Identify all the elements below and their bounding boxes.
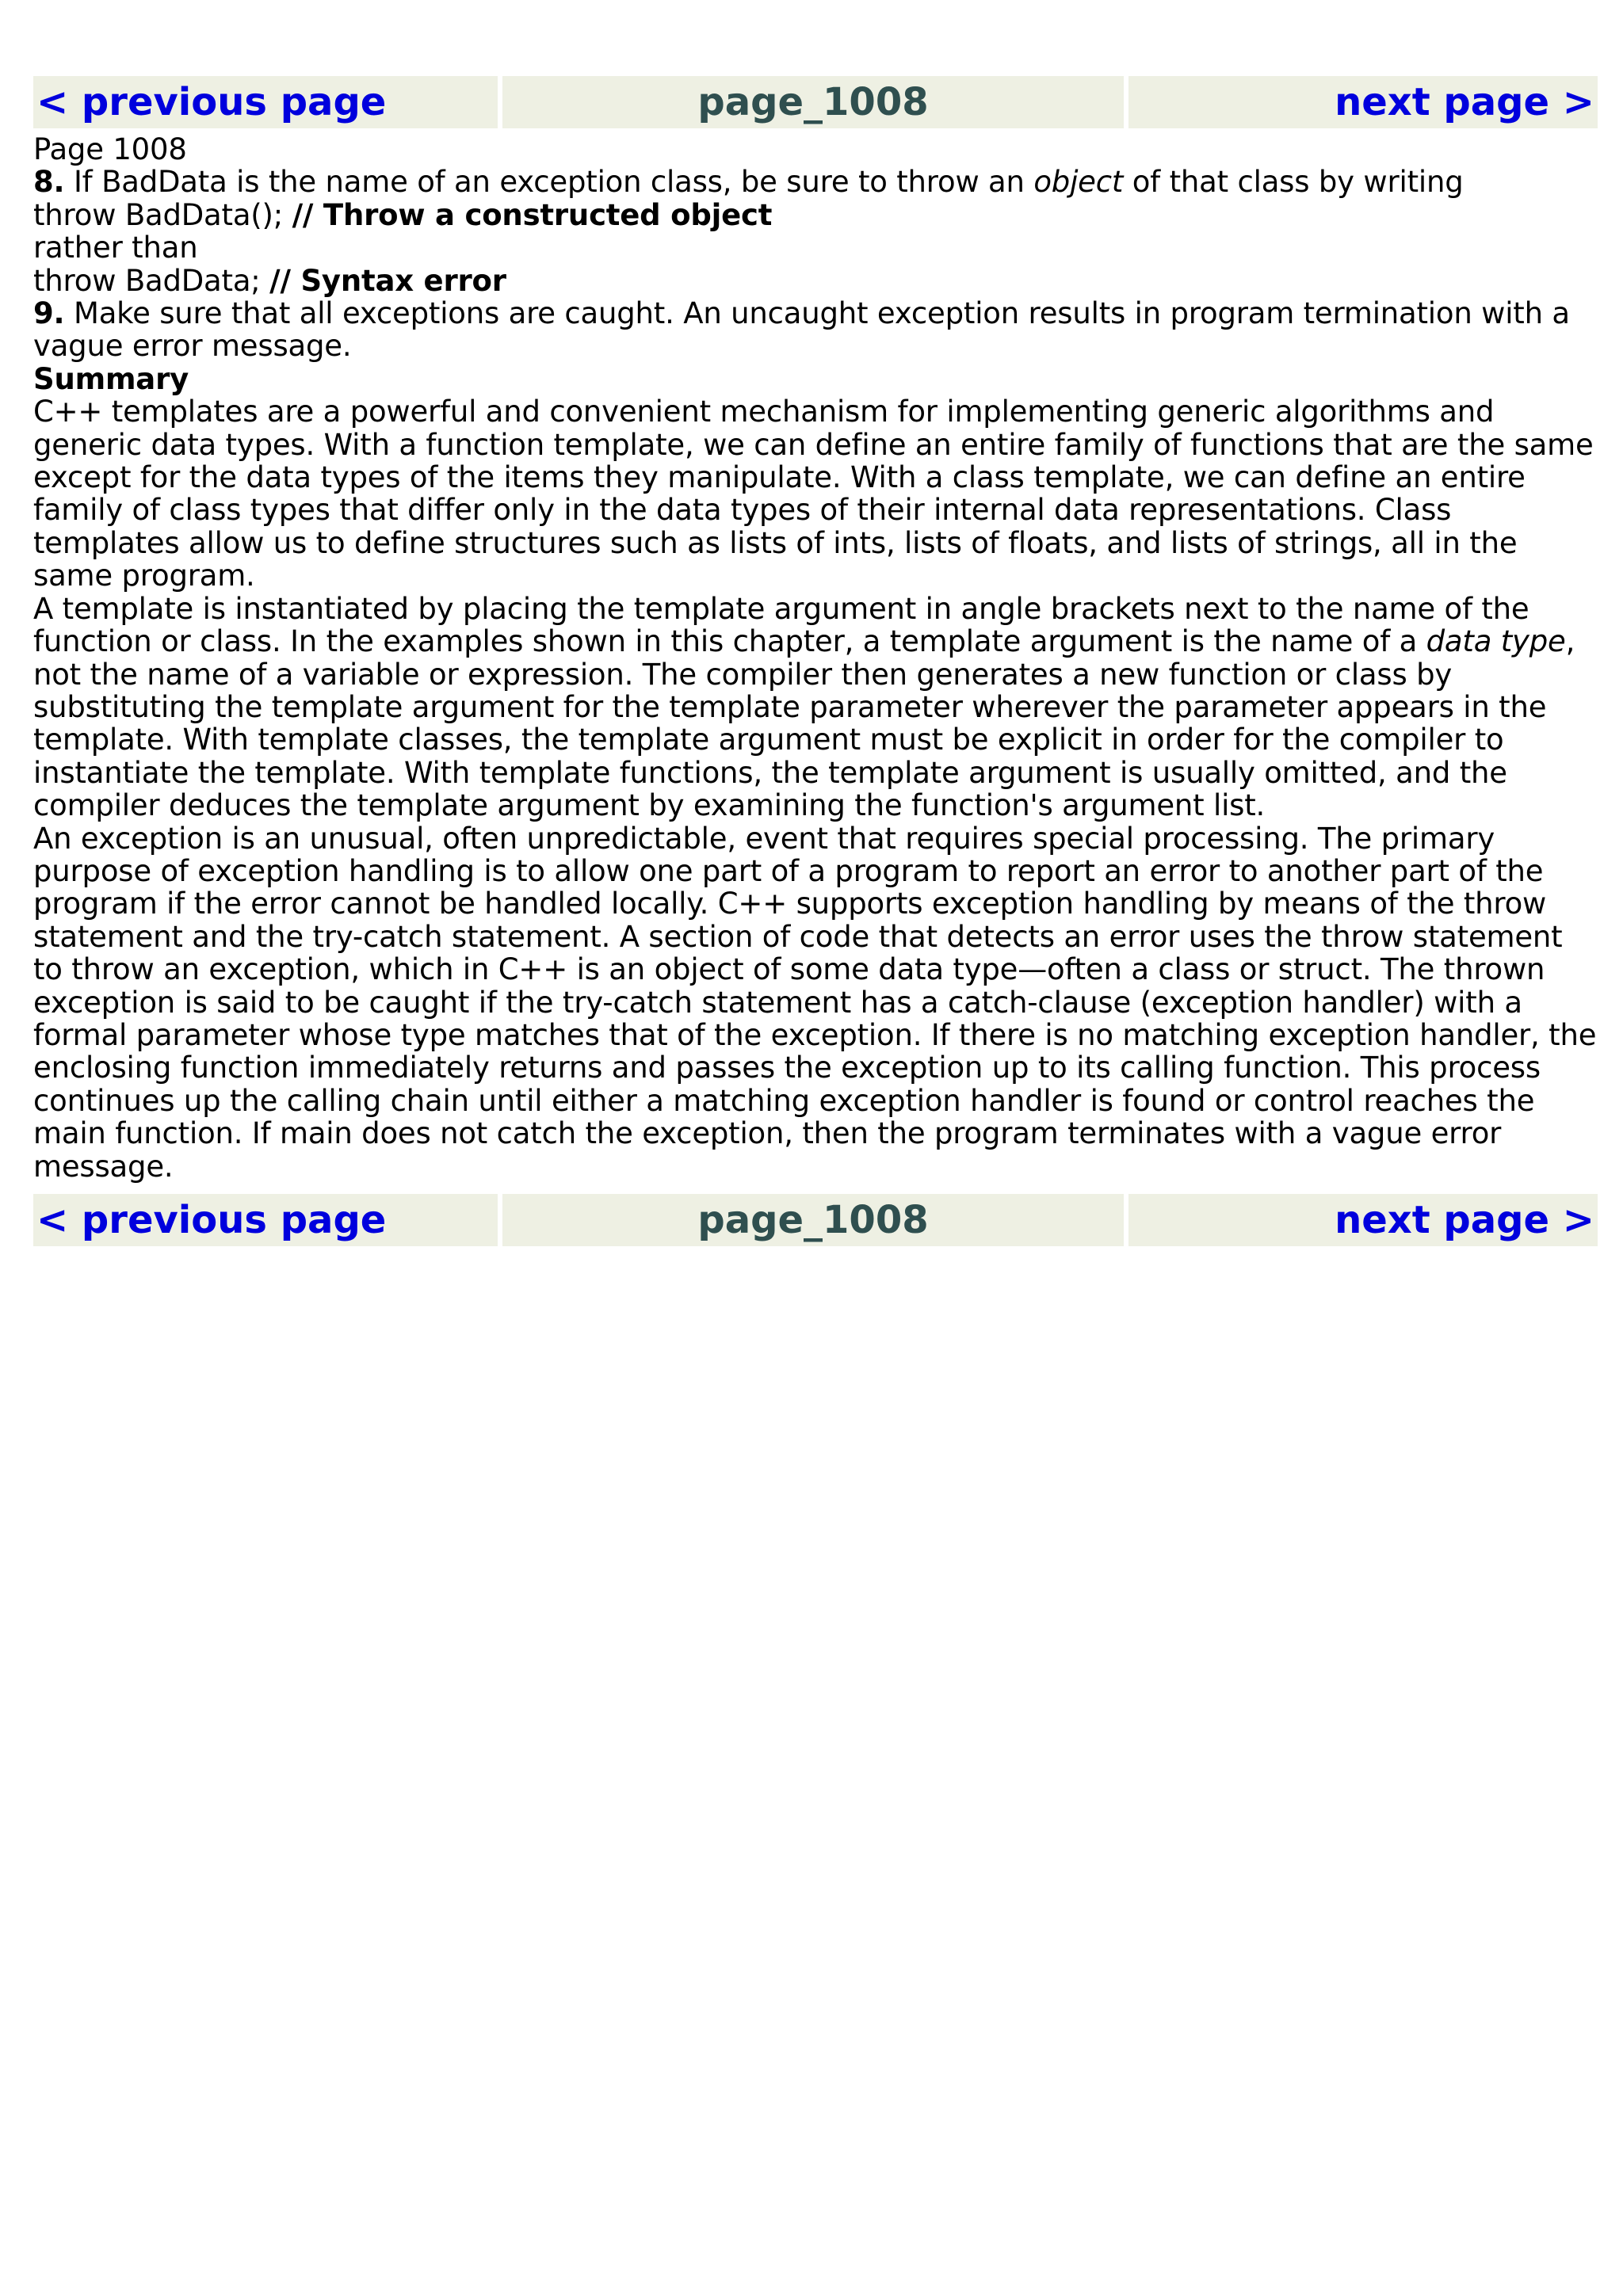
code-line-2 [33,265,1598,297]
prev-cell [33,1194,498,1246]
summary-paragraph-2 [33,593,1598,822]
page-label: page_1008 [697,80,929,124]
next-page-link[interactable]: next page > [1335,1198,1594,1242]
code-line-1-code: throw BadData(); [33,197,292,232]
item-9 [33,297,1598,363]
code-line-1-comment: // Throw a constructed object [292,197,773,232]
page-label: page_1008 [697,1198,929,1242]
page-label-cell [502,76,1124,128]
top-navigation-bar [33,76,1598,128]
item-8-emphasis: object [1033,165,1124,200]
bottom-navigation-bar [33,1194,1598,1246]
prev-cell [33,76,498,128]
item-8-text-b: of that class by writing [1123,165,1464,200]
summary-paragraph-2-text-b: , not the name of a variable or expression. The compiler then generates a new function or class by substituting the template argument for the template parameter wherever the parameter appears in the template. With template classes, the template argument must be explicit in order for the compiler to instantiate the template. With template functions, the template argument is usually omitted, and the compiler deduces the template argument by examining the function's argument list. [33,624,1575,823]
code-line-2-code: throw BadData; [33,263,270,298]
previous-page-link[interactable]: < previous page [36,80,387,124]
code-line-1 [33,199,1598,231]
next-cell [1128,1194,1598,1246]
summary-paragraph-3: An exception is an unusual, often unpredictable, event that requires special processing. The primary purpose of exception handling is to allow one part of a program to report an error to another part of the program if the error cannot be handled locally. C++ supports exception handling by means of the throw statement and the try-catch statement. A section of code that detects an error uses the throw statement to throw an exception, which in C++ is an object of some data type—often a class or struct. The thrown exception is said to be caught if the try-catch statement has a catch-clause (exception handler) with a formal parameter whose type matches that of the exception. If there is no matching exception handler, the enclosing function immediately returns and passes the exception up to its calling function. This process continues up the calling chain until either a matching exception handler is found or control reaches the main function. If main does not catch the exception, then the program terminates with a vague error message. [33,821,1597,1184]
page-container [33,76,1598,1246]
item-8 [33,166,1598,198]
item-9-text: Make sure that all exceptions are caught. An uncaught exception results in program termination with a vague error message. [33,296,1570,364]
item-9-number: 9. [33,296,65,331]
next-page-link[interactable]: next page > [1335,80,1594,124]
previous-page-link[interactable]: < previous page [36,1198,387,1242]
page-number: Page 1008 [33,132,187,166]
rather-than-text: rather than [33,231,198,265]
item-8-text-a: If BadData is the name of an exception class, be sure to throw an [64,165,1034,200]
summary-paragraph-2-emphasis: data type [1426,624,1566,659]
page-content [33,133,1598,1183]
summary-heading: Summary [33,361,189,396]
page-label-cell [502,1194,1124,1246]
code-line-2-comment: // Syntax error [269,263,506,298]
summary-paragraph-2-text-a: A template is instantiated by placing the template argument in angle brackets next to the name of the function or class. In the examples shown in this chapter, a template argument is the name of a [33,591,1529,659]
item-8-number: 8. [33,165,65,200]
next-cell [1128,76,1598,128]
summary-paragraph-1: C++ templates are a powerful and convenient mechanism for implementing generic algorithms and generic data types. With a function template, we can define an entire family of functions that are the same except for the data types of the items they manipulate. With a class template, we can define an entire family of class types that differ only in the data types of their internal data representations. Class templates allow us to define structures such as lists of ints, lists of floats, and lists of strings, all in the same program. [33,395,1594,593]
